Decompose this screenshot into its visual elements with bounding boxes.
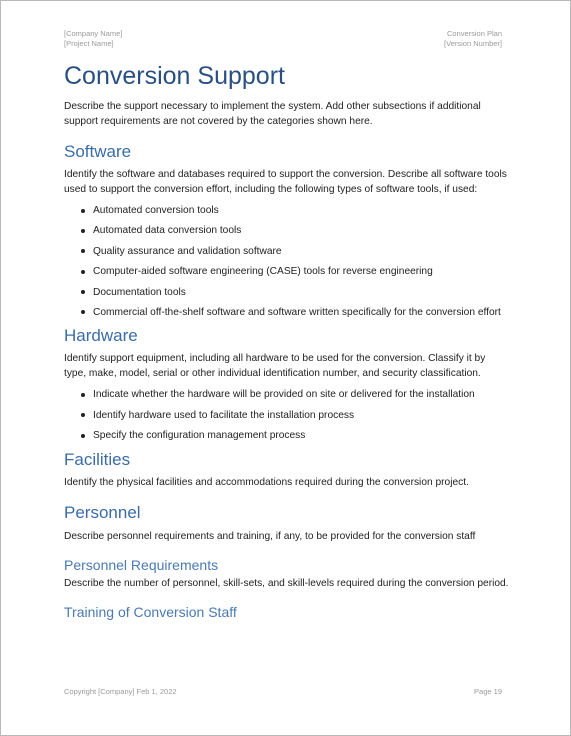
software-list [64,203,509,320]
list-item-text: Indicate whether the hardware will be provided on site or delivered for the installation [93,389,475,401]
bullet-icon [81,290,85,294]
list-item [64,408,509,423]
list-item [64,223,509,238]
facilities-paragraph: Identify the physical facilities and accommodations required during the conversion project. [64,476,469,488]
training-heading: Training of Conversion Staff [64,603,237,620]
personnel-requirements-paragraph: Describe the number of personnel, skill-sets, and skill-levels required during the conversion period. [64,577,509,589]
list-item [64,244,509,259]
header-doc-title: Conversion Plan [446,29,502,38]
hardware-paragraph: Identify support equipment, including all hardware to be used for the conversion. Classify it by type, make, model, serial or other individual identification number, and security classification. [64,353,486,380]
list-item [64,264,509,279]
bullet-icon [81,310,85,314]
personnel-requirements-heading: Personnel Requirements [64,556,219,573]
list-item [64,305,509,320]
bullet-icon [81,413,85,417]
personnel-paragraph: Describe personnel requirements and training, if any, to be provided for the conversion staff [64,530,476,542]
facilities-heading: Facilities [64,449,131,469]
bullet-icon [81,209,85,213]
list-item-text: Automated conversion tools [93,205,219,216]
header-left [64,29,122,49]
bullet-icon [81,249,85,253]
list-item [64,428,509,443]
software-heading: Software [64,142,132,161]
page-title: Conversion Support [64,62,285,90]
bullet-icon [81,270,85,274]
hardware-list [64,387,509,443]
page-content [64,59,509,622]
footer-page-number: Page 19 [474,687,502,696]
footer-copyright: Copyright [Company] Feb 1, 2022 [64,687,177,696]
list-item [64,387,509,402]
list-item-text: Documentation tools [93,286,186,298]
hardware-heading: Hardware [64,326,138,346]
header-project: [Project Name] [64,39,114,48]
list-item-text: Computer-aided software engineering (CASE) tools for reverse engineering [93,266,433,278]
header-version: [Version Number] [444,39,502,48]
list-item-text: Specify the configuration management process [93,430,306,442]
personnel-heading: Personnel [64,502,141,522]
bullet-icon [81,434,85,438]
list-item-text: Quality assurance and validation software [93,245,282,257]
header-company: [Company Name] [64,29,123,38]
list-item [64,203,509,218]
software-paragraph: Identify the software and databases required to support the conversion. Describe all software tools used to support the conversion effort, including the following types of software tools, if used: [64,169,507,195]
list-item-text: Commercial off-the-shelf software and software written specifically for the conversion effort [93,306,501,318]
bullet-icon [81,229,85,233]
bullet-icon [81,393,85,397]
list-item-text: Automated data conversion tools [93,225,242,237]
header-right [444,29,502,49]
intro-paragraph: Describe the support necessary to implement the system. Add other subsections if additional support requirements are not covered by the categories shown here. [64,101,481,127]
list-item [64,285,509,300]
list-item-text: Identify hardware used to facilitate the installation process [93,409,355,421]
